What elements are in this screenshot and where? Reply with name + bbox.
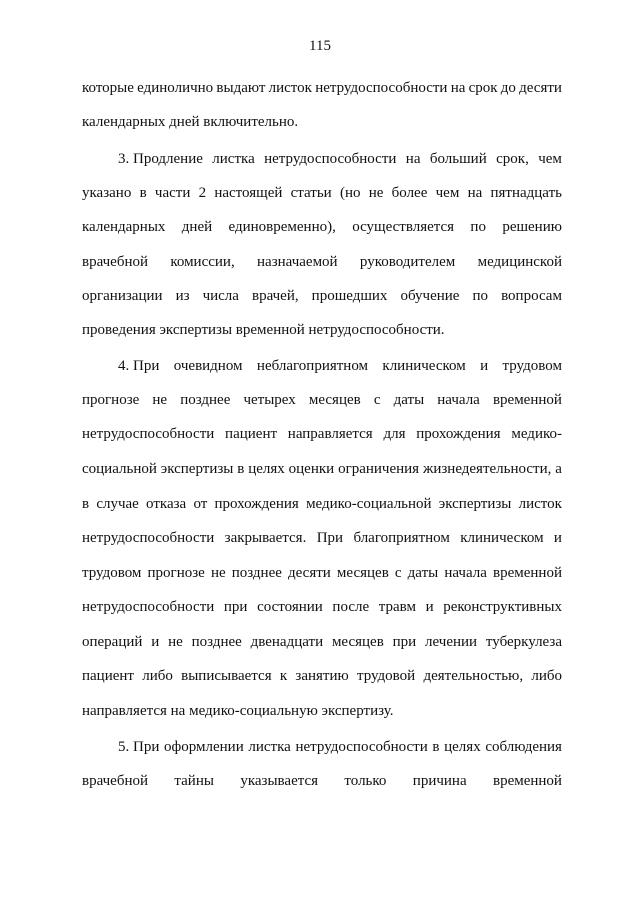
word: по	[472, 288, 489, 304]
word: 2	[198, 185, 207, 201]
word: позднее	[180, 392, 231, 408]
word: нетрудоспособности	[82, 426, 215, 442]
word: при	[392, 634, 417, 650]
word: вопросам	[501, 288, 562, 304]
word: руководителем	[359, 254, 456, 270]
word: (но	[339, 185, 361, 201]
word: листок	[518, 496, 562, 512]
word: даты	[407, 565, 439, 581]
word: медицинской	[477, 254, 562, 270]
word: экспертизы	[160, 461, 234, 477]
word: в	[432, 739, 440, 755]
word: врачебной	[82, 773, 149, 789]
word: позднее	[231, 565, 282, 581]
word: комиссии,	[170, 254, 235, 270]
word: срок	[468, 80, 498, 96]
word: листка	[248, 739, 291, 755]
word: при	[223, 599, 248, 615]
word: проведения экспертизы временной нетрудоспособности.	[82, 322, 445, 338]
word: прогнозе	[147, 565, 205, 581]
word: месяцев	[308, 392, 361, 408]
word: от	[193, 496, 208, 512]
word: клиническом	[460, 530, 544, 546]
word: 3. Продление	[118, 151, 203, 167]
word: прохождения	[416, 426, 501, 442]
word: назначаемой	[257, 254, 338, 270]
text-line	[82, 286, 562, 306]
text-line	[82, 701, 562, 721]
word: пятнадцать	[490, 185, 562, 201]
text-line	[118, 737, 562, 757]
text-line	[82, 528, 562, 548]
word: к	[279, 668, 288, 684]
word: соблюдения	[485, 739, 562, 755]
word: решению	[502, 219, 562, 235]
word: срок,	[496, 151, 529, 167]
word: которые	[82, 80, 134, 96]
word: дней	[181, 219, 213, 235]
word: операций	[82, 634, 143, 650]
text-line	[82, 320, 562, 340]
word: нетрудоспособности	[264, 151, 397, 167]
word: неблагоприятном	[256, 358, 369, 374]
text-line	[82, 597, 562, 617]
word: до	[500, 80, 516, 96]
word: пациент	[225, 426, 278, 442]
text-line	[82, 666, 562, 686]
word: календарных дней включительно.	[82, 114, 299, 130]
word: оценки	[288, 461, 335, 477]
text-line	[82, 459, 562, 479]
word: четырех	[243, 392, 296, 408]
word: для	[383, 426, 406, 442]
word: по	[470, 219, 486, 235]
word: числа	[202, 288, 239, 304]
word: оформлении	[164, 739, 244, 755]
word: При	[316, 530, 344, 546]
word: выдают	[216, 80, 266, 96]
word: выписывается	[181, 668, 272, 684]
word: десяти	[519, 80, 562, 96]
word: врачей,	[252, 288, 299, 304]
word: и	[151, 634, 160, 650]
word: причина	[412, 773, 467, 789]
word: не	[152, 392, 168, 408]
text-line	[118, 356, 562, 376]
text-line	[82, 112, 562, 132]
word: медико-	[511, 426, 562, 442]
word: обучение	[400, 288, 460, 304]
word: нетрудоспособности	[295, 739, 428, 755]
word: направляется	[287, 426, 373, 442]
word: медико-социальной	[306, 496, 432, 512]
word: целях	[248, 461, 285, 477]
text-line	[82, 78, 562, 98]
word: и	[553, 530, 562, 546]
word: более	[391, 185, 428, 201]
word: на	[467, 185, 483, 201]
word: отказа	[146, 496, 187, 512]
word: не	[168, 634, 183, 650]
word: а	[555, 461, 562, 477]
word: в	[82, 496, 90, 512]
word: очевидном	[173, 358, 243, 374]
word: либо	[531, 668, 562, 684]
word: нетрудоспособности	[82, 530, 215, 546]
word: реконструктивных	[443, 599, 562, 615]
word: занятию	[295, 668, 349, 684]
word: лечении	[425, 634, 478, 650]
text-line	[82, 563, 562, 583]
word: врачебной	[82, 254, 149, 270]
word: 4. При	[118, 358, 160, 374]
word: на	[450, 80, 466, 96]
word: больший	[429, 151, 487, 167]
word: временной	[493, 565, 562, 581]
word: прохождения	[214, 496, 299, 512]
word: части	[154, 185, 191, 201]
word: осуществляется	[352, 219, 455, 235]
page-number: 115	[309, 38, 331, 54]
text-line	[82, 252, 562, 272]
word: состоянии	[257, 599, 323, 615]
word: листка	[212, 151, 255, 167]
word: с	[394, 565, 402, 581]
text-line	[82, 424, 562, 444]
text-line	[118, 149, 562, 169]
word: ограничения	[338, 461, 420, 477]
word: двенадцати	[250, 634, 324, 650]
word: даты	[393, 392, 425, 408]
word: закрывается.	[224, 530, 307, 546]
word: организации	[82, 288, 163, 304]
word: жизнедеятельности,	[422, 461, 552, 477]
word: и	[480, 358, 489, 374]
text-line	[82, 632, 562, 652]
word: позднее	[191, 634, 242, 650]
word: только	[344, 773, 387, 789]
word: нетрудоспособности	[315, 80, 448, 96]
word: прогнозе	[82, 392, 140, 408]
word: листок	[268, 80, 312, 96]
word: месяцев	[331, 634, 384, 650]
word: временной	[492, 392, 562, 408]
word: трудовой	[356, 668, 416, 684]
word: в	[237, 461, 245, 477]
word: трудовом	[82, 565, 142, 581]
word: начала	[437, 392, 480, 408]
word: прошедших	[311, 288, 388, 304]
word: чем	[538, 151, 562, 167]
word: чем	[435, 185, 460, 201]
text-line	[82, 494, 562, 514]
word: случае	[96, 496, 139, 512]
word: настоящей	[214, 185, 283, 201]
word: либо	[142, 668, 173, 684]
text-line	[82, 183, 562, 203]
word: месяцев	[336, 565, 389, 581]
word: нетрудоспособности	[82, 599, 215, 615]
word: благоприятном	[353, 530, 450, 546]
text-line	[82, 771, 562, 791]
word: социальной	[82, 461, 157, 477]
text-line	[82, 390, 562, 410]
word: экспертизы	[438, 496, 512, 512]
word: целях	[444, 739, 481, 755]
word: начала	[444, 565, 487, 581]
word: указывается	[240, 773, 319, 789]
word: пациент	[82, 668, 134, 684]
word: на	[405, 151, 421, 167]
word: с	[373, 392, 381, 408]
word: единовременно),	[228, 219, 336, 235]
word: тайны	[174, 773, 214, 789]
word: деятельностью,	[423, 668, 524, 684]
word: календарных	[82, 219, 166, 235]
word: десяти	[288, 565, 331, 581]
word: после	[332, 599, 370, 615]
word: не	[368, 185, 384, 201]
word: в	[139, 185, 147, 201]
word: временной	[492, 773, 562, 789]
word: травм	[378, 599, 416, 615]
word: трудовом	[502, 358, 562, 374]
word: 5. При	[118, 739, 160, 755]
word: клиническом	[382, 358, 466, 374]
word: из	[175, 288, 190, 304]
word: статьи	[290, 185, 332, 201]
word: туберкулеза	[485, 634, 562, 650]
word: направляется на медико-социальную экспертизу.	[82, 703, 394, 719]
word: единолично	[137, 80, 214, 96]
text-line	[82, 217, 562, 237]
word: указано	[82, 185, 132, 201]
word: не	[210, 565, 226, 581]
word: и	[425, 599, 434, 615]
